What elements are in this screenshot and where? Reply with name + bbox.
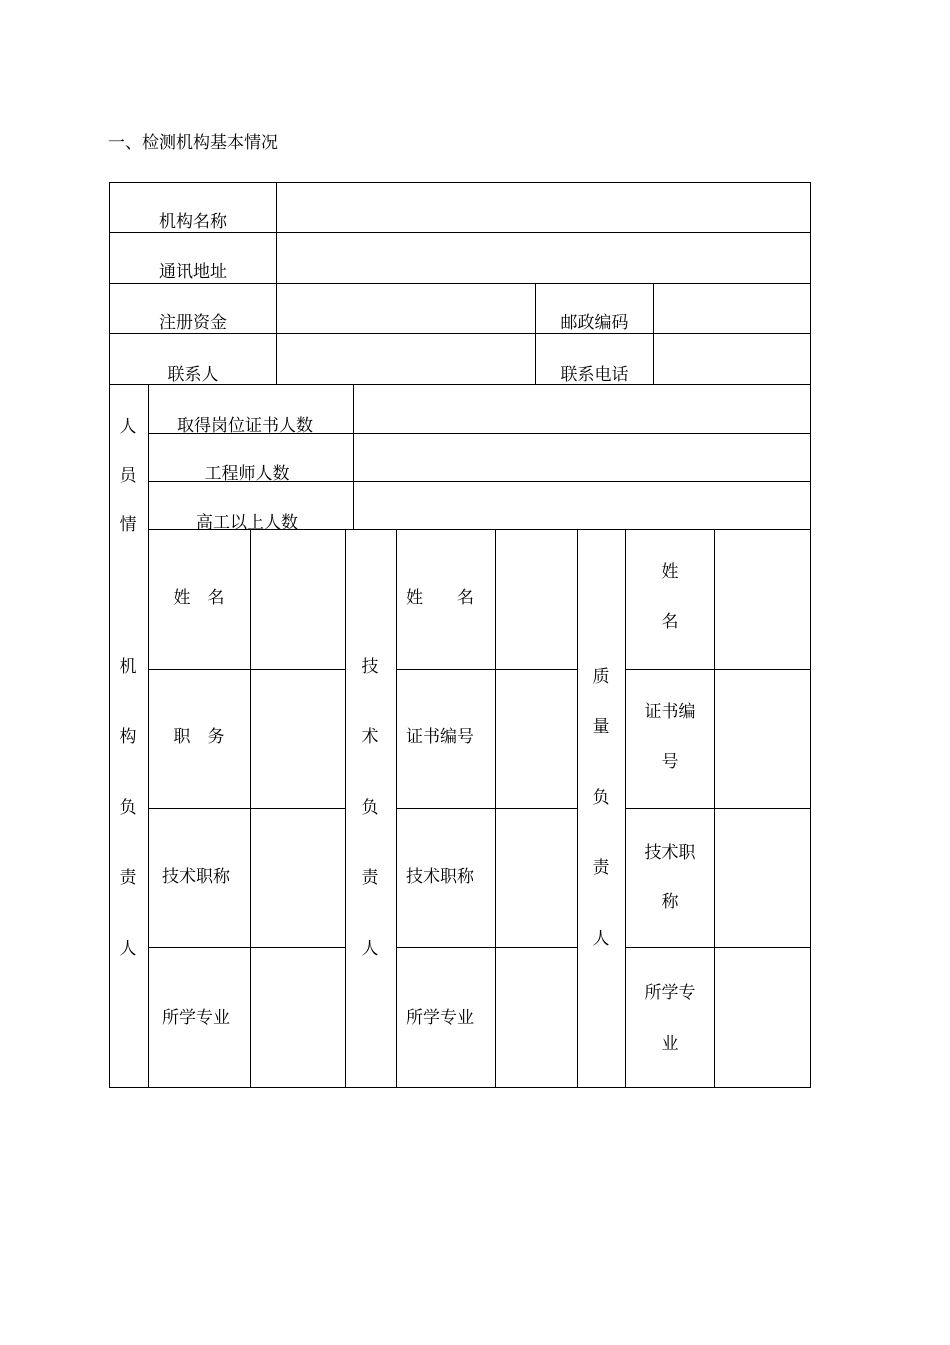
org-head-name-label: 姓 名	[173, 588, 225, 608]
quality-head-side-char: 责	[592, 858, 610, 878]
quality-head-side-char: 人	[592, 929, 610, 949]
org-head-title-label: 技术职称	[162, 867, 230, 887]
certified-count-value-cell[interactable]	[354, 385, 810, 433]
contact-value-cell[interactable]	[277, 334, 535, 384]
org-head-side-char: 责	[119, 868, 137, 888]
quality-head-cert-label-line2: 号	[661, 752, 679, 772]
tech-head-title-value-cell[interactable]	[496, 809, 577, 947]
tech-head-side-char: 人	[361, 939, 379, 959]
quality-head-name-value-cell[interactable]	[715, 530, 810, 669]
staff-side-char: 人	[119, 417, 137, 437]
phone-value-cell[interactable]	[654, 334, 810, 384]
table-border-bottom	[109, 1087, 811, 1088]
staff-side-char: 员	[119, 466, 137, 486]
org-head-major-label: 所学专业	[162, 1008, 230, 1028]
tech-head-name-value-cell[interactable]	[496, 530, 577, 669]
tech-head-title-label: 技术职称	[406, 867, 474, 887]
org-head-title-value-cell[interactable]	[251, 809, 345, 947]
tech-head-side-char: 负	[361, 798, 379, 818]
tech-head-side-char: 技	[361, 657, 379, 677]
contact-label: 联系人	[167, 365, 219, 385]
org-head-side-char: 构	[119, 727, 137, 747]
org-name-value-cell[interactable]	[277, 183, 810, 232]
staff-side-char: 情	[119, 515, 137, 535]
quality-head-title-label-line2: 称	[661, 892, 679, 912]
capital-value-cell[interactable]	[277, 284, 535, 333]
tech-head-side-char: 术	[361, 727, 379, 747]
tech-head-cert-label: 证书编号	[406, 727, 474, 747]
org-head-side-char: 人	[119, 939, 137, 959]
quality-head-title-value-cell[interactable]	[715, 809, 810, 947]
quality-head-major-value-cell[interactable]	[715, 948, 810, 1087]
page-title: 一、检测机构基本情况	[108, 133, 278, 153]
quality-head-major-label-line2: 业	[661, 1034, 679, 1054]
org-head-name-value-cell[interactable]	[251, 530, 345, 669]
address-value-cell[interactable]	[277, 233, 810, 283]
quality-head-major-label-line1: 所学专	[644, 983, 696, 1003]
quality-head-name-label-line1: 姓	[661, 562, 679, 582]
tech-head-side-char: 责	[361, 868, 379, 888]
postcode-label: 邮政编码	[560, 313, 629, 333]
senior-count-label: 高工以上人数	[196, 513, 298, 533]
org-head-major-value-cell[interactable]	[251, 948, 345, 1087]
certified-count-label: 取得岗位证书人数	[177, 416, 313, 436]
senior-count-value-cell[interactable]	[354, 482, 810, 529]
tech-head-major-value-cell[interactable]	[496, 948, 577, 1087]
address-label: 通讯地址	[159, 262, 227, 282]
tech-head-name-label: 姓 名	[406, 588, 474, 608]
org-head-side-char: 负	[119, 798, 137, 818]
quality-head-title-label-line1: 技术职	[644, 843, 696, 863]
quality-head-cert-label-line1: 证书编	[644, 702, 696, 722]
phone-label: 联系电话	[560, 365, 629, 385]
quality-head-side-char: 负	[592, 788, 610, 808]
tech-head-major-label: 所学专业	[406, 1008, 474, 1028]
engineer-count-value-cell[interactable]	[354, 434, 810, 481]
quality-head-name-label-line2: 名	[661, 612, 679, 632]
capital-label: 注册资金	[159, 313, 227, 333]
table-border-right	[810, 182, 811, 1088]
org-head-position-label: 职 务	[173, 727, 225, 747]
tech-head-cert-value-cell[interactable]	[496, 670, 577, 808]
org-head-position-value-cell[interactable]	[251, 670, 345, 808]
org-head-side-char: 机	[119, 657, 137, 677]
postcode-value-cell[interactable]	[654, 284, 810, 333]
engineer-count-label: 工程师人数	[204, 464, 290, 484]
org-name-label: 机构名称	[159, 212, 227, 232]
quality-head-side-char: 量	[592, 717, 610, 737]
quality-head-cert-value-cell[interactable]	[715, 670, 810, 808]
quality-head-side-char: 质	[592, 667, 610, 687]
